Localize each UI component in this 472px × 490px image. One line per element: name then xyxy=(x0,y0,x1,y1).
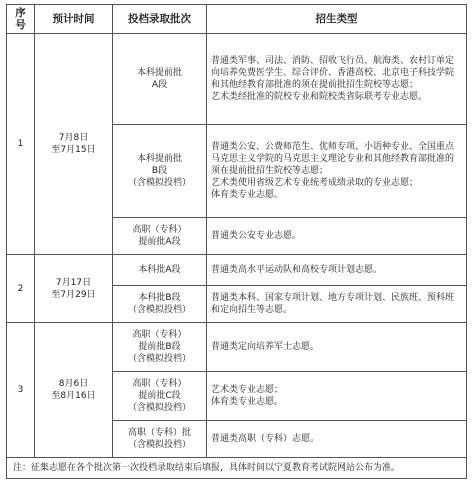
type-line: 普通类本科、国家专项计划、地方专项计划、民族班、预科班和定向招生等志愿。 xyxy=(211,293,455,315)
type-cell xyxy=(207,323,467,372)
batch-line: （含模拟投档） xyxy=(127,354,191,364)
batch-cell xyxy=(113,218,207,255)
header-type: 招生类型 xyxy=(207,5,467,34)
batch-line: 高职（专科） xyxy=(132,330,187,340)
batch-line: 提前批A段 xyxy=(138,237,181,247)
batch-line: 本科批B段 xyxy=(138,293,181,303)
batch-line: 高职（专科） xyxy=(132,225,187,235)
admission-schedule-table xyxy=(6,4,467,479)
type-cell xyxy=(207,125,467,218)
batch-line: 提前批B段 xyxy=(138,342,181,352)
date-line: 至7月15日 xyxy=(51,145,96,155)
type-cell xyxy=(207,218,467,255)
type-line: 体育类专业志愿。 xyxy=(211,190,284,200)
seq-cell: 3 xyxy=(7,323,35,458)
date-cell xyxy=(35,323,113,458)
date-line: 7月8日 xyxy=(58,133,89,143)
batch-cell xyxy=(113,421,207,458)
type-line: 普通类高水平运动队和高校专项计划志愿。 xyxy=(211,265,383,275)
type-line: 普通类军事、司法、消防、招收飞行员、航海类、农村订单定向培养免费医学生、综合评价、香港高校、北京电子科技学院和其他经教育部批准的须在提前批招生院校等志愿； xyxy=(211,56,455,90)
date-cell xyxy=(35,255,113,323)
date-cell xyxy=(35,34,113,255)
table-row xyxy=(7,34,467,125)
header-row xyxy=(7,5,467,34)
batch-cell xyxy=(113,34,207,125)
batch-line: （含模拟投档） xyxy=(127,178,191,188)
seq-cell: 2 xyxy=(7,255,35,323)
batch-line: 本科批A段 xyxy=(138,265,181,275)
date-line: 7月17日 xyxy=(55,277,92,288)
type-line: 普通类公安专业志愿。 xyxy=(211,231,302,241)
type-line: 艺术类使用省级艺术专业统考成绩录取的专业志愿； xyxy=(211,178,419,188)
date-line: 8月6日 xyxy=(58,379,89,389)
type-line: 艺术类专业志愿； xyxy=(211,385,284,395)
footnote: 注：征集志愿在各个批次第一次投档录取结束后填报，具体时间以宁夏教育考试院网站公布为准。 xyxy=(7,458,467,479)
type-cell xyxy=(207,421,467,458)
batch-line: 本科提前批 xyxy=(136,68,182,78)
batch-line: 提前批C段 xyxy=(138,391,181,401)
type-cell xyxy=(207,255,467,286)
batch-cell xyxy=(113,323,207,372)
type-line: 普通类高职（专科）志愿。 xyxy=(211,434,320,444)
batch-line: （含模拟投档） xyxy=(127,403,191,413)
type-line: 普通类定向培养军士志愿。 xyxy=(211,342,320,352)
batch-cell xyxy=(113,125,207,218)
batch-line: （含模拟投档） xyxy=(127,440,191,450)
batch-cell xyxy=(113,372,207,421)
header-seq: 序号 xyxy=(7,5,35,34)
date-line: 至7月29日 xyxy=(51,289,96,300)
batch-line: （含模拟投档） xyxy=(127,305,191,315)
table-row xyxy=(7,255,467,286)
type-cell xyxy=(207,372,467,421)
type-line: 普通类公安、公费师范生、优师专项、小语种专业、全国重点马克思主义学院的马克思主义理论专业和其他经教育部批准的须在提前批招生院校等志愿； xyxy=(211,142,455,176)
batch-line: 本科提前批 xyxy=(136,154,182,164)
type-line: 体育类专业志愿。 xyxy=(211,397,284,407)
batch-line: B段 xyxy=(151,166,168,176)
batch-cell xyxy=(113,255,207,286)
date-line: 至8月16日 xyxy=(51,391,96,401)
header-batch: 投档录取批次 xyxy=(113,5,207,34)
seq-cell: 1 xyxy=(7,34,35,255)
table-row xyxy=(7,323,467,372)
type-line: 艺术类经批准的院校专业和院校类省际联考专业志愿。 xyxy=(211,92,428,102)
header-time: 预计时间 xyxy=(35,5,113,34)
batch-line: 高职（专科） xyxy=(132,379,187,389)
batch-line: A段 xyxy=(151,80,168,90)
type-cell xyxy=(207,286,467,323)
note-row xyxy=(7,458,467,479)
batch-cell xyxy=(113,286,207,323)
batch-line: 高职（专科）批 xyxy=(127,428,191,438)
type-cell xyxy=(207,34,467,125)
